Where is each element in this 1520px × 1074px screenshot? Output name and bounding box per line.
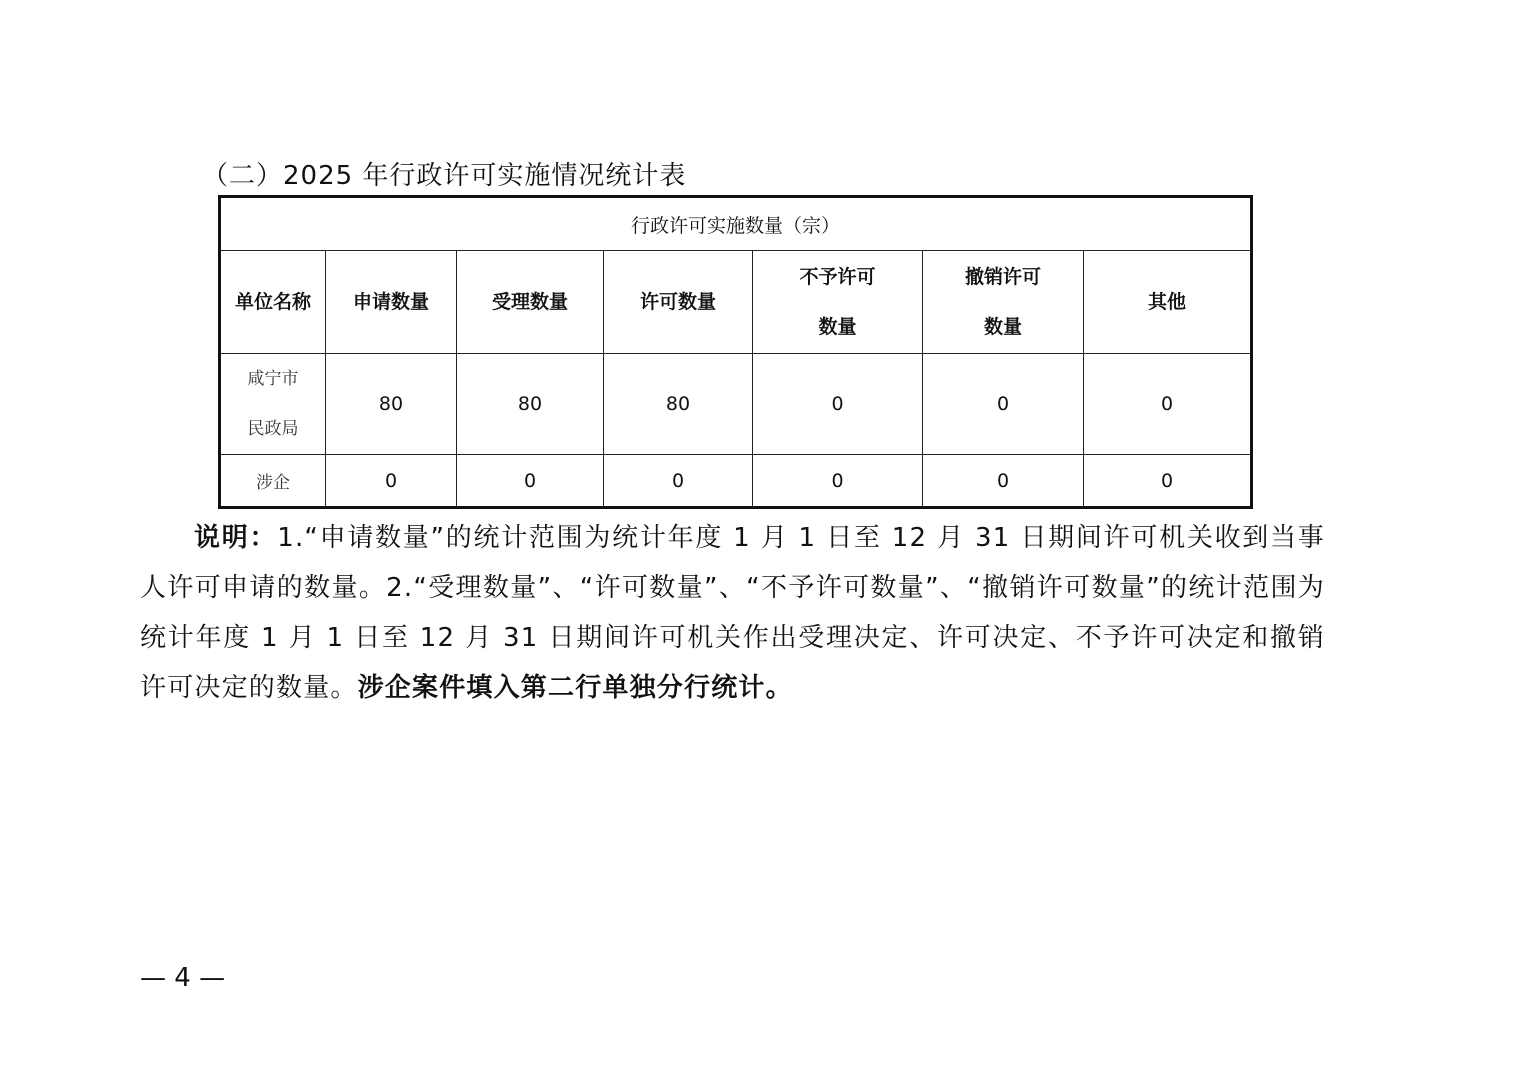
cell-applications: 80 (326, 354, 457, 455)
header-revoked-line1: 撤销许可 (964, 266, 1041, 288)
header-revoked (923, 251, 1084, 354)
cell-other: 0 (1084, 455, 1252, 508)
header-applications: 申请数量 (326, 251, 457, 354)
table-row (220, 455, 1252, 508)
header-not-permitted-line2: 数量 (818, 316, 857, 338)
header-accepted: 受理数量 (457, 251, 604, 354)
header-unit-name: 单位名称 (220, 251, 326, 354)
cell-permitted: 80 (604, 354, 753, 455)
cell-other: 0 (1084, 354, 1252, 455)
cell-not-permitted: 0 (753, 455, 923, 508)
page-number: — 4 — (140, 963, 226, 993)
unit-name-line1: 咸宁市 (247, 369, 299, 389)
table-caption: 行政许可实施数量（宗） (220, 197, 1252, 251)
cell-unit-name: 涉企 (220, 455, 326, 508)
section-title: （二）2025 年行政许可实施情况统计表 (202, 161, 687, 191)
cell-revoked: 0 (923, 354, 1084, 455)
table-caption-row (220, 197, 1252, 251)
cell-revoked: 0 (923, 455, 1084, 508)
table-row (220, 354, 1252, 455)
table-header-row (220, 251, 1252, 354)
cell-applications: 0 (326, 455, 457, 508)
header-not-permitted-line1: 不予许可 (799, 266, 876, 288)
explanatory-note (140, 513, 1325, 713)
header-revoked-line2: 数量 (983, 316, 1022, 338)
header-other: 其他 (1084, 251, 1252, 354)
cell-unit-name (220, 354, 326, 455)
cell-accepted: 0 (457, 455, 604, 508)
unit-name-line2: 民政局 (247, 419, 299, 439)
note-body: 1.“申请数量”的统计范围为统计年度 1 月 1 日至 12 月 31 日期间许可机关收到当事人许可申请的数量。2.“受理数量”、“许可数量”、“不予许可数量”、“撤销许可数量”的统计范围为统计年度 1 月 1 日至 12 月 31 日期间许可机关作出受理决定、许可决定、不予许可决定和撤销许可决定的数量。 (140, 523, 1325, 703)
header-not-permitted (753, 251, 923, 354)
cell-not-permitted: 0 (753, 354, 923, 455)
note-label: 说明： (194, 523, 278, 553)
cell-accepted: 80 (457, 354, 604, 455)
header-permitted: 许可数量 (604, 251, 753, 354)
cell-permitted: 0 (604, 455, 753, 508)
note-emphasis: 涉企案件填入第二行单独分行统计。 (357, 673, 793, 703)
permit-statistics-table (218, 195, 1253, 509)
